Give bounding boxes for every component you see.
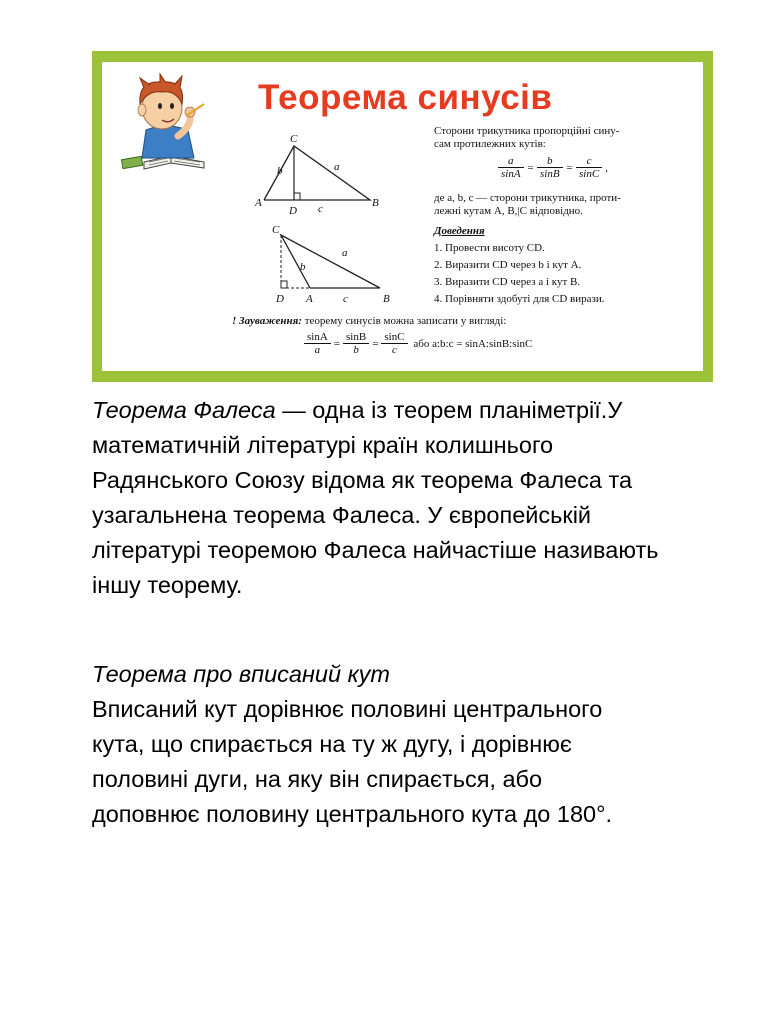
proof-step-2: 2. Виразити CD через b і кут A.	[434, 259, 582, 271]
law-of-sines-formula: $\frac{a}{\sin A}$ = $\frac{b}{\sin B}$ = $\frac{c}{\sin C}$ ,	[496, 155, 609, 180]
poster-statement-line2: сам протилежних кутів:	[434, 138, 546, 150]
poster-where-line1: де a, b, c — сторони трикутника, проти-	[434, 192, 621, 204]
thales-theorem-term: Теорема Фалеса	[92, 397, 276, 423]
inscribed-angle-line1: Вписаний кут дорівнює половині центрального	[92, 696, 603, 722]
student-illustration	[116, 70, 212, 180]
tri2-label-a: a	[342, 247, 348, 259]
tri2-label-D: D	[276, 293, 284, 305]
inscribed-angle-heading: Теорема про вписаний кут	[92, 661, 391, 687]
triangle-diagram-acute	[252, 130, 392, 218]
tri2-label-b: b	[300, 261, 306, 273]
tri1-label-D: D	[289, 205, 297, 217]
proof-heading: Доведення	[434, 225, 485, 237]
triangle-diagram-obtuse	[270, 222, 420, 307]
poster-panel	[102, 62, 703, 371]
proof-step-1: 1. Провести висоту CD.	[434, 242, 545, 254]
thales-paragraph-line3: Радянського Союзу відома як теорема Фалеса та	[92, 467, 633, 493]
tri2-label-C: C	[272, 224, 280, 236]
note-label: ! Зауваження:	[232, 315, 302, 327]
tri1-label-c: c	[318, 203, 323, 215]
tri2-label-c: c	[343, 293, 348, 305]
note-text: теорему синусів можна записати у вигляді:	[304, 315, 507, 327]
tri1-label-A: A	[255, 197, 262, 209]
tri1-label-B: B	[372, 197, 379, 209]
theorem-poster-image	[92, 51, 713, 382]
proof-step-4: 4. Порівняти здобуті для CD вирази.	[434, 293, 605, 305]
tri1-label-C: C	[290, 133, 298, 145]
poster-note	[232, 315, 506, 328]
poster-title: Теорема синусів	[258, 78, 553, 117]
thales-paragraph-line2: математичній літературі країн колишнього	[92, 432, 554, 458]
inscribed-angle-line3: половині дуги, на яку він спирається, або	[92, 766, 543, 792]
tri1-label-b: b	[277, 165, 283, 177]
inscribed-angle-line4: доповнює половину центрального кута до 180°.	[92, 801, 613, 827]
proof-step-3: 3. Виразити CD через a і кут B.	[434, 276, 581, 288]
inscribed-angle-line2: кута, що спирається на ту ж дугу, і дорівнює	[92, 731, 572, 757]
tri1-label-a: a	[334, 161, 340, 173]
tri2-label-B: B	[383, 293, 390, 305]
thales-paragraph-line5: літературі теоремою Фалеса найчастіше називають	[92, 537, 659, 563]
thales-paragraph-line1: Теорема Фалеса — одна із теорем планіметрії.У	[92, 397, 623, 423]
poster-where-line2: лежні кутам A, B,|C відповідно.	[434, 205, 583, 217]
thales-paragraph-line4: узагальнена теорема Фалеса. У європейській	[92, 502, 592, 528]
thales-paragraph-line6: іншу теорему.	[92, 572, 243, 598]
tri2-label-A: A	[306, 293, 313, 305]
poster-statement-line1: Сторони трикутника пропорційні сину-	[434, 125, 620, 137]
law-of-sines-alt-formula: $\frac{\sin A}{a}$ = $\frac{\sin B}{b}$ = $\frac{\sin C}{c}$ або a:b:c = sinA:sinB:sinC	[302, 331, 533, 356]
